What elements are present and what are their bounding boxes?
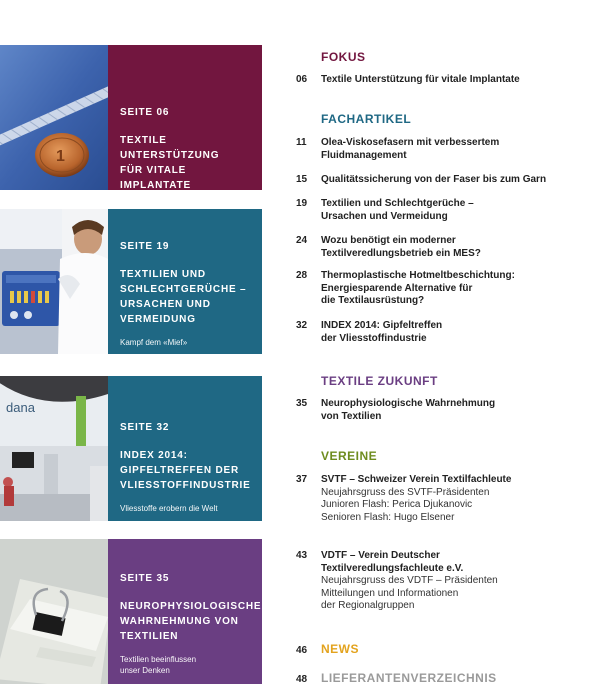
implant-photo (0, 45, 108, 190)
feature-index-2014[interactable] (0, 376, 262, 521)
toc-entry[interactable] (296, 474, 596, 524)
toc-entry[interactable] (296, 198, 596, 223)
toc-page-number: 28 (296, 270, 308, 281)
feature-panel (108, 539, 262, 684)
toc-title: Textilveredlungsfachleute e.V. (321, 562, 464, 574)
toc-subline: Neujahrsgruss des VDTF – Präsidenten (321, 575, 498, 586)
toc-entry[interactable] (296, 174, 596, 187)
feature-subtitle: Vliesstoffe erobern die Welt (120, 504, 218, 513)
toc-title: Fluidmanagement (321, 149, 407, 161)
feature-neurophysiologie[interactable] (0, 539, 262, 684)
section-heading-lieferantenverzeichnis: LIEFERANTENVERZEICHNIS (321, 671, 497, 685)
toc-title: SVTF – Schweizer Verein Textilfachleute (321, 474, 512, 485)
toc-page-number: 37 (296, 474, 308, 485)
toc-title: Neurophysiologische Wahrnehmung (321, 398, 496, 409)
toc-title: der Vliesstoffindustrie (321, 332, 427, 344)
toc-title: Textilien und Schlechtgerüche – (321, 198, 474, 209)
toc-entry[interactable] (296, 74, 596, 87)
toc-subline: der Regionalgruppen (321, 600, 415, 611)
toc-entry-news[interactable] (296, 643, 596, 658)
toc-page-number: 06 (296, 74, 308, 85)
toc-entry[interactable] (296, 398, 596, 423)
feature-panel (108, 209, 262, 354)
toc-page-number: 48 (296, 674, 308, 685)
feature-subtitle: Kampf dem «Mief» (120, 338, 188, 347)
toc-entry[interactable] (296, 235, 596, 260)
toc-page-number: 35 (296, 398, 308, 409)
toc-page-number: 19 (296, 198, 308, 209)
toc-title: von Textilien (321, 410, 382, 422)
feature-page-label: SEITE 19 (120, 241, 170, 252)
toc-title: Wozu benötigt ein moderner (321, 235, 456, 246)
toc-page-number: 24 (296, 235, 308, 246)
feature-implantate[interactable] (0, 45, 262, 190)
toc-page-number: 32 (296, 320, 308, 331)
exhibition-photo (0, 376, 108, 521)
toc-title: die Textilausrüstung? (321, 295, 425, 306)
section-heading-fokus: FOKUS (321, 50, 366, 64)
feature-page-label: SEITE 35 (120, 573, 170, 584)
section-heading-vereine: VEREINE (321, 449, 378, 463)
toc-page-number: 46 (296, 645, 308, 656)
section-heading-textile-zukunft: TEXTILE ZUKUNFT (321, 374, 438, 388)
toc-title: VDTF – Verein Deutscher (321, 550, 440, 561)
feature-panel (108, 376, 262, 521)
toc-title: Textile Unterstützung für vitale Implantate (321, 74, 520, 85)
toc-title: Ursachen und Vermeidung (321, 210, 448, 222)
toc-subline: Junioren Flash: Perica Djukanovic (321, 499, 473, 510)
toc-title: Energiesparende Alternative für (321, 282, 473, 294)
toc-subline: Senioren Flash: Hugo Elsener (321, 511, 455, 523)
toc-page-number: 43 (296, 550, 308, 561)
toc-title: Thermoplastische Hotmeltbeschichtung: (321, 270, 515, 281)
toc-title: Textilveredlungsbetrieb ein MES? (321, 247, 481, 259)
toc-title: Olea-Viskosefasern mit verbessertem (321, 137, 500, 148)
section-heading-fachartikel: FACHARTIKEL (321, 112, 412, 126)
feature-title: TEXTILE UNTERSTÜTZUNG FÜR VITALE IMPLANTATE (120, 135, 220, 191)
binder-clip-photo (0, 539, 108, 684)
toc-entry-lieferanten[interactable] (296, 672, 596, 687)
toc-page-number: 11 (296, 137, 307, 148)
feature-schlechtgerueche[interactable] (0, 209, 262, 354)
toc-subline: Neujahrsgruss des SVTF-Präsidenten (321, 486, 490, 498)
feature-title: INDEX 2014: GIPFELTREFFEN DER VLIESSTOFFINDUSTRIE (120, 450, 251, 491)
toc-title: INDEX 2014: Gipfeltreffen (321, 320, 443, 331)
section-heading-news: NEWS (321, 642, 359, 656)
feature-title: NEUROPHYSIOLOGISCHE WAHRNEHMUNG VON TEXTILIEN (120, 601, 262, 642)
toc-page-number: 15 (296, 174, 308, 185)
feature-panel (108, 45, 262, 190)
svg-text:dana: dana (6, 400, 35, 415)
toc-entry[interactable] (296, 270, 596, 308)
lab-photo (0, 209, 108, 354)
svg-text:1: 1 (56, 148, 65, 165)
feature-subtitle: Textilien beeinflussen unser Denken (120, 655, 197, 675)
toc-title: Qualitätssicherung von der Faser bis zum Garn (321, 174, 547, 185)
feature-page-label: SEITE 06 (120, 107, 170, 118)
feature-page-label: SEITE 32 (120, 422, 170, 433)
feature-title: TEXTILIEN UND SCHLECHTGERÜCHE – URSACHEN UND VERMEIDUNG (120, 269, 247, 325)
toc-entry[interactable] (296, 320, 596, 345)
toc-entry[interactable] (296, 137, 596, 162)
toc-entry[interactable] (296, 550, 596, 613)
toc-subline: Mitteilungen und Informationen (321, 587, 459, 599)
